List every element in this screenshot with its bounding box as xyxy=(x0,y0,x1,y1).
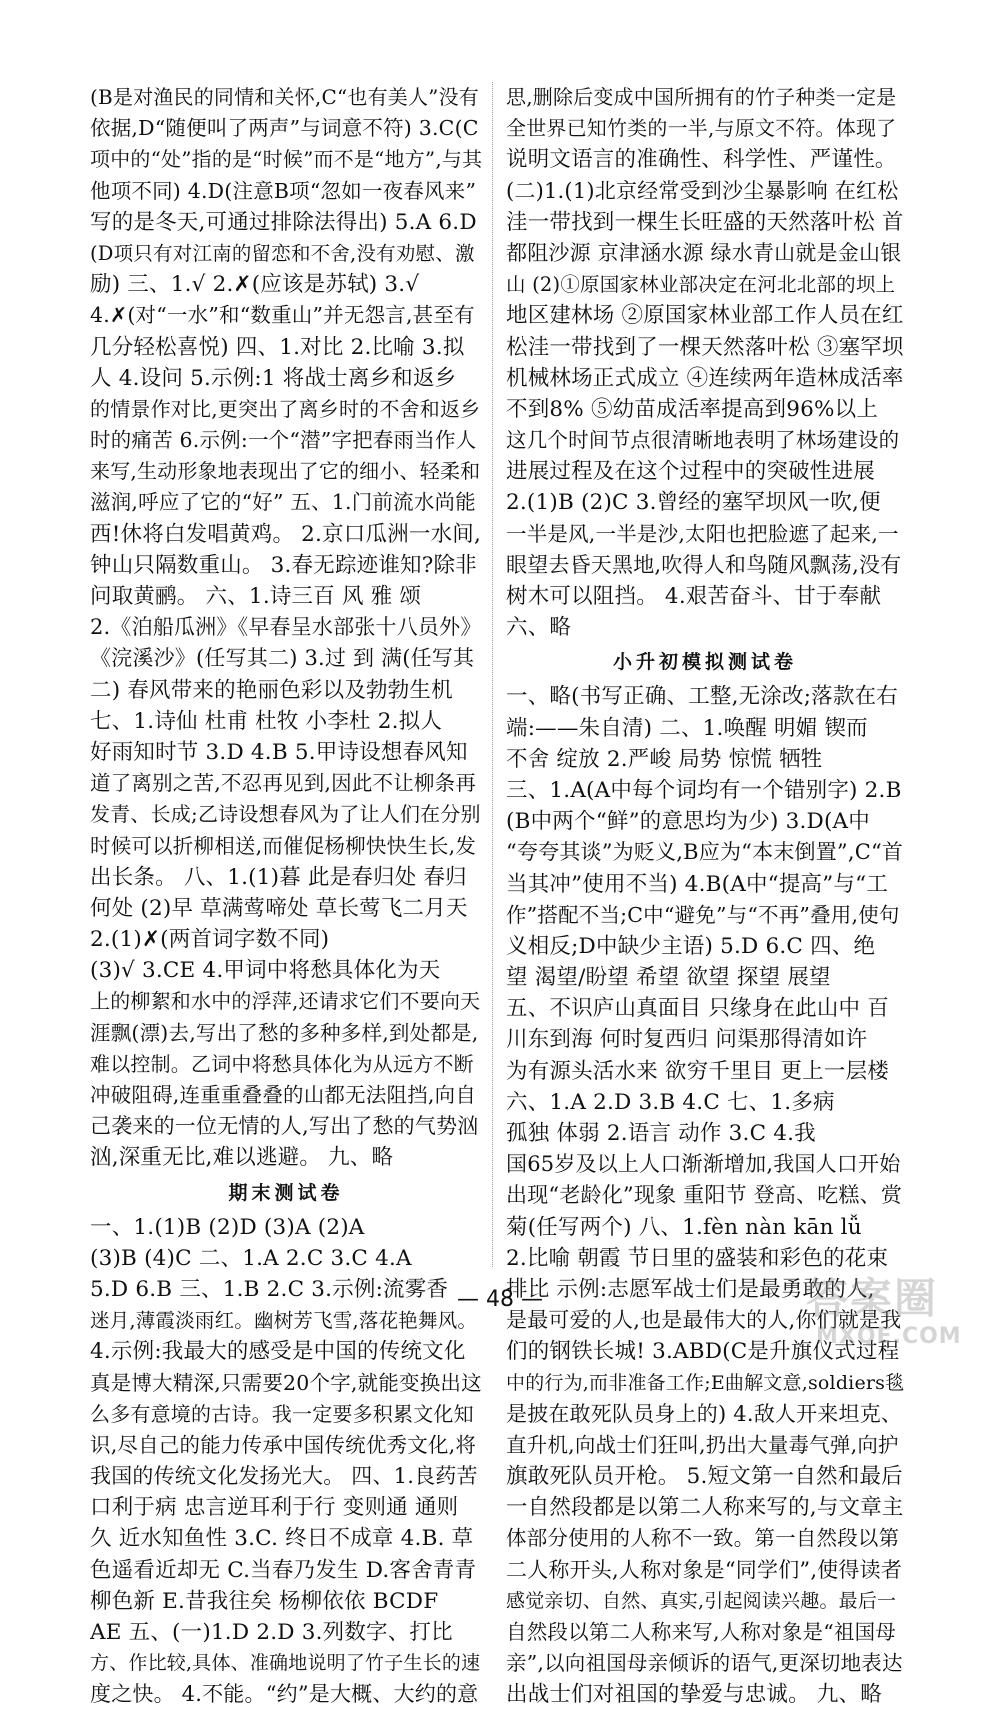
text-line: 出现“老龄化”现象 重阳节 登高、吃糕、赏 xyxy=(506,1183,903,1208)
text-line: (B是对渔民的同情和关怀,C“也有美人”没有 xyxy=(90,85,480,109)
text-line: 来写,生动形象地表现出了它的细小、轻柔和 xyxy=(90,459,481,484)
text-line: 全世界已知竹类的一半,与原文不符。体现了 xyxy=(506,116,897,141)
text-line: 端:——朱自清) 二、1.唤醒 明媚 锲而 xyxy=(506,715,868,741)
text-line: 孤独 体弱 2.语言 动作 3.C 4.我 xyxy=(506,1121,816,1146)
text-line: 都阻沙源 京津涵水源 绿水青山就是金山银 xyxy=(506,240,902,265)
text-line: (B中两个“鲜”的意思均为少) 3.D(A中 xyxy=(506,809,870,835)
text-line: 山 (2)①原国家林业部决定在河北北部的坝上 xyxy=(506,273,896,297)
text-line: 久 近水知鱼性 3.C. 终日不成章 4.B. 草 xyxy=(90,1526,474,1552)
text-line: 道了离别之苦,不忍再见到,因此不让柳条再 xyxy=(90,771,477,796)
text-line: (3)B (4)C 二、1.A 2.C 3.C 4.A xyxy=(90,1245,412,1271)
text-line: 排比 示例:志愿军战士们是最勇敢的人, xyxy=(506,1276,875,1302)
text-line: 洼一带找到一棵生长旺盛的天然落叶松 首 xyxy=(506,209,904,235)
text-line: 中的行为,而非准备工作;E曲解文意,soldiers毯 xyxy=(506,1371,904,1394)
text-line: 时的痛苦 6.示例:一个“潜”字把春雨当作人 xyxy=(90,428,477,453)
text-line: 滋润,呼应了它的“好” 五、1.门前流水尚能 xyxy=(90,490,476,515)
text-line: 旗敢死队员开枪。 5.短文第一自然和最后 xyxy=(506,1464,903,1490)
text-line: 何处 (2)早 草满莺啼处 草长莺飞二月天 xyxy=(90,895,468,921)
text-line: 几分轻松喜悦) 四、1.对比 2.比喻 3.拟 xyxy=(90,334,465,360)
watermark-sub-text: MXQE.COM xyxy=(816,1324,962,1349)
text-line: 地区建林场 ②原国家林业部工作人员在红 xyxy=(506,303,904,329)
text-line: 色遥看近却无 C.当春乃发生 D.客舍青青 xyxy=(90,1557,477,1583)
text-line: (D项只有对江南的留恋和不舍,没有劝慰、激 xyxy=(90,241,475,265)
text-line: AE 五、(一)1.D 2.D 3.列数字、打比 xyxy=(90,1620,453,1645)
page-number: — 48 — xyxy=(457,1287,543,1312)
watermark-main-text: 答案圈 xyxy=(806,1274,939,1323)
text-line: 问取黄鹂。 六、1.诗三百 风 雅 颂 xyxy=(90,584,422,609)
text-line: 人 4.设问 5.示例:1 将战士离乡和返乡 xyxy=(90,365,457,391)
text-line: 迷月,薄霞淡雨红。幽树芳飞雪,落花艳舞风。 xyxy=(90,1309,478,1333)
text-line: (3)√ 3.CE 4.甲词中将愁具体化为天 xyxy=(90,958,441,984)
text-line: 体部分使用的人称不一致。第一自然段以第 xyxy=(506,1526,900,1551)
text-line: 2.(1)B (2)C 3.曾经的塞罕坝风一吹,便 xyxy=(506,490,881,516)
text-line: 2.(1)✗(两首词字数不同) xyxy=(90,927,330,953)
text-line: 一、略(书写正确、工整,无涂改;落款在右 xyxy=(506,684,898,710)
right-text-block xyxy=(506,82,904,643)
text-line: 这几个时间节点很清晰地表明了林场建设的 xyxy=(506,428,900,453)
text-line: 自然段以第二人称来写,人称对象是“祖国母 xyxy=(506,1620,896,1644)
text-line: 项中的“处”指的是“时候”而不是“地方”,与其 xyxy=(90,147,482,172)
text-line: 度之快。 4.不能。“约”是大概、大约的意 xyxy=(90,1682,479,1707)
text-line: 时候可以折柳相送,而催促杨柳快快生长,发 xyxy=(90,833,477,858)
text-line: 方、作比较,具体、准确地说明了竹子生长的速 xyxy=(90,1652,481,1675)
right-column xyxy=(506,82,904,1711)
text-line: 写的是冬天,可通过排除法得出) 5.A 6.D xyxy=(90,209,477,235)
text-line: 不到8% ⑤幼苗成活率提高到96%以上 xyxy=(506,396,879,422)
text-line: 作”搭配不当;C中“避免”与“不再”叠用,使句 xyxy=(506,902,900,927)
text-line: 依据,D“随便叫了两声”与词意不符) 3.C(C xyxy=(90,116,479,141)
text-line: 冲破阻碍,连重重叠叠的山都无法阻挡,向自 xyxy=(90,1083,477,1107)
text-line: 思,删除后变成中国所拥有的竹子种类一定是 xyxy=(506,85,897,109)
text-line: 口利于病 忠言逆耳利于行 变则通 通则 xyxy=(90,1495,459,1521)
text-line: 4.示例:我最大的感受是中国的传统文化 xyxy=(90,1339,466,1365)
left-text-block xyxy=(90,82,482,1174)
text-line: 六、1.A 2.D 3.B 4.C 七、1.多病 xyxy=(506,1089,835,1115)
text-line: 难以控制。乙词中将愁具体化为从远方不断 xyxy=(90,1051,474,1076)
text-line: 己袭来的一位无情的人,写出了愁的气势汹 xyxy=(90,1114,479,1139)
text-line: 柳色新 E.昔我往矣 杨柳依依 BCDF xyxy=(90,1588,439,1614)
text-line: 菊(任写两个) 八、1.fèn nàn kān lǚ xyxy=(506,1214,862,1240)
text-line: 川东到海 何时复西归 问渠那得清如许 xyxy=(506,1027,868,1053)
text-line: 二) 春风带来的艳丽色彩以及勃勃生机 xyxy=(90,677,453,703)
text-line: 西!休将白发唱黄鸡。 2.京口瓜洲一水间, xyxy=(90,521,482,547)
text-line: 出战士们对祖国的挚爱与忠诚。 九、略 xyxy=(506,1682,882,1708)
watermark-logo xyxy=(806,1262,986,1352)
text-line: “夸夸其谈”为贬义,B应为“本末倒置”,C“首 xyxy=(506,840,904,865)
text-line: 一、1.(1)B (2)D (3)A (2)A xyxy=(90,1214,365,1240)
text-line: 六、略 xyxy=(506,615,572,641)
text-line: 不舍 绽放 2.严峻 局势 惊慌 牺牲 xyxy=(506,746,823,772)
text-line: 国65岁及以上人口渐渐增加,我国人口开始 xyxy=(506,1152,901,1177)
left-column xyxy=(90,82,482,1711)
text-line: 上的柳絮和水中的浮萍,还请求它们不要向天 xyxy=(90,989,481,1014)
text-line: 松洼一带找到了一棵天然落叶松 ③塞罕坝 xyxy=(506,334,904,360)
text-line: 为有源头活水来 欲穷千里目 更上一层楼 xyxy=(506,1058,889,1084)
text-line: 眼望去昏天黑地,吹得人和鸟随风飘荡,没有 xyxy=(506,552,902,577)
text-line: 识,尽自己的能力传承中国传统优秀文化,将 xyxy=(90,1432,477,1457)
text-line: 2.比喻 朝霞 节日里的盛装和彩色的花束 xyxy=(506,1245,889,1271)
column-divider xyxy=(492,82,493,1267)
text-line: 好雨知时节 3.D 4.B 5.甲诗设想春风知 xyxy=(90,739,468,765)
text-line: (二)1.(1)北京经常受到沙尘暴影响 在红松 xyxy=(506,178,899,203)
text-line: 励) 三、1.√ 2.✗(应该是苏轼) 3.√ xyxy=(90,272,420,298)
text-line: 二人称开头,人称对象是“同学们”,使得读者 xyxy=(506,1557,903,1582)
text-line: 4.✗(对“一水”和“数重山”并无怨言,甚至有 xyxy=(90,303,475,328)
text-line: 么多有意境的古诗。我一定要多积累文化知 xyxy=(90,1401,474,1426)
text-line: 进展过程及在这个过程中的突破性进展 xyxy=(506,459,875,485)
text-line: 是披在敢死队员身上的) 4.敌人开来坦克、 xyxy=(506,1401,903,1426)
text-line: 三、1.A(A中每个词均有一个错别字) 2.B xyxy=(506,777,902,803)
text-line: 机械林场正式成立 ④连续两年造林成活率 xyxy=(506,365,904,391)
text-line: 2.《泊船瓜洲》《早春呈水部张十八员外》 xyxy=(90,615,482,640)
text-line: 当其冲”使用不当) 4.B(A中“提高”与“工 xyxy=(506,871,889,897)
text-line: 发青、长成;乙诗设想春风为了让人们在分别 xyxy=(90,802,481,827)
right-text-block-mock-exam xyxy=(506,681,904,1710)
text-line: 五、不识庐山真面目 只缘身在此山中 百 xyxy=(506,996,889,1022)
text-line: 义相反;D中缺少主语) 5.D 6.C 四、绝 xyxy=(506,933,876,959)
text-line: 我国的传统文化发扬光大。 四、1.良药苦 xyxy=(90,1464,478,1489)
text-line: 们的钢铁长城! 3.ABD(C是升旗仪式过程 xyxy=(506,1339,900,1365)
text-line: 涯飘(漂)去,写出了愁的多种多样,到处都是, xyxy=(90,1020,479,1045)
text-line: 直升机,向战士们狂叫,扔出大量毒气弹,向护 xyxy=(506,1432,899,1457)
text-line: 亲”,以向祖国母亲倾诉的语气,更深切地表达 xyxy=(506,1651,903,1676)
section-heading-final-exam: 期末测试卷 xyxy=(228,1181,344,1204)
text-line: 是最可爱的人,也是最伟大的人,你们就是我 xyxy=(506,1308,902,1333)
text-line: 树木可以阻挡。 4.艰苦奋斗、甘于奉献 xyxy=(506,584,882,609)
text-line: 感觉亲切、自然、真实,引起阅读兴趣。最后一 xyxy=(506,1589,897,1612)
section-heading-mock-exam: 小升初模拟测试卷 xyxy=(612,651,797,674)
text-line: 七、1.诗仙 杜甫 杜牧 小李杜 2.拟人 xyxy=(90,708,443,734)
text-line: 的情景作对比,更突出了离乡时的不舍和返乡 xyxy=(90,396,481,421)
text-line: 真是博大精深,只需要20个字,就能变换出这 xyxy=(90,1370,482,1395)
text-line: 出长条。 八、1.(1)暮 此是春归处 春归 xyxy=(90,864,467,890)
text-line: 一半是风,一半是沙,太阳也把脸遮了起来,一 xyxy=(506,521,899,546)
text-line: 5.D 6.B 三、1.B 2.C 3.示例:流雾香 xyxy=(90,1276,449,1302)
text-line: 说明文语言的准确性、科学性、严谨性。 xyxy=(506,147,897,173)
text-line: 《浣溪沙》(任写其二) 3.过 到 满(任写其 xyxy=(90,646,475,671)
text-line: 他项不同) 4.D(注意B项“忽如一夜春风来” xyxy=(90,178,477,203)
text-line: 一自然段都是以第二人称来写的,与文章主 xyxy=(506,1495,904,1521)
text-line: 望 渴望/盼望 希望 欲望 探望 展望 xyxy=(506,965,831,991)
text-line: 钟山只隔数重山。 3.春无踪迹谁知?除非 xyxy=(90,552,477,578)
text-line: 汹,深重无比,难以逃避。 九、略 xyxy=(90,1145,394,1171)
